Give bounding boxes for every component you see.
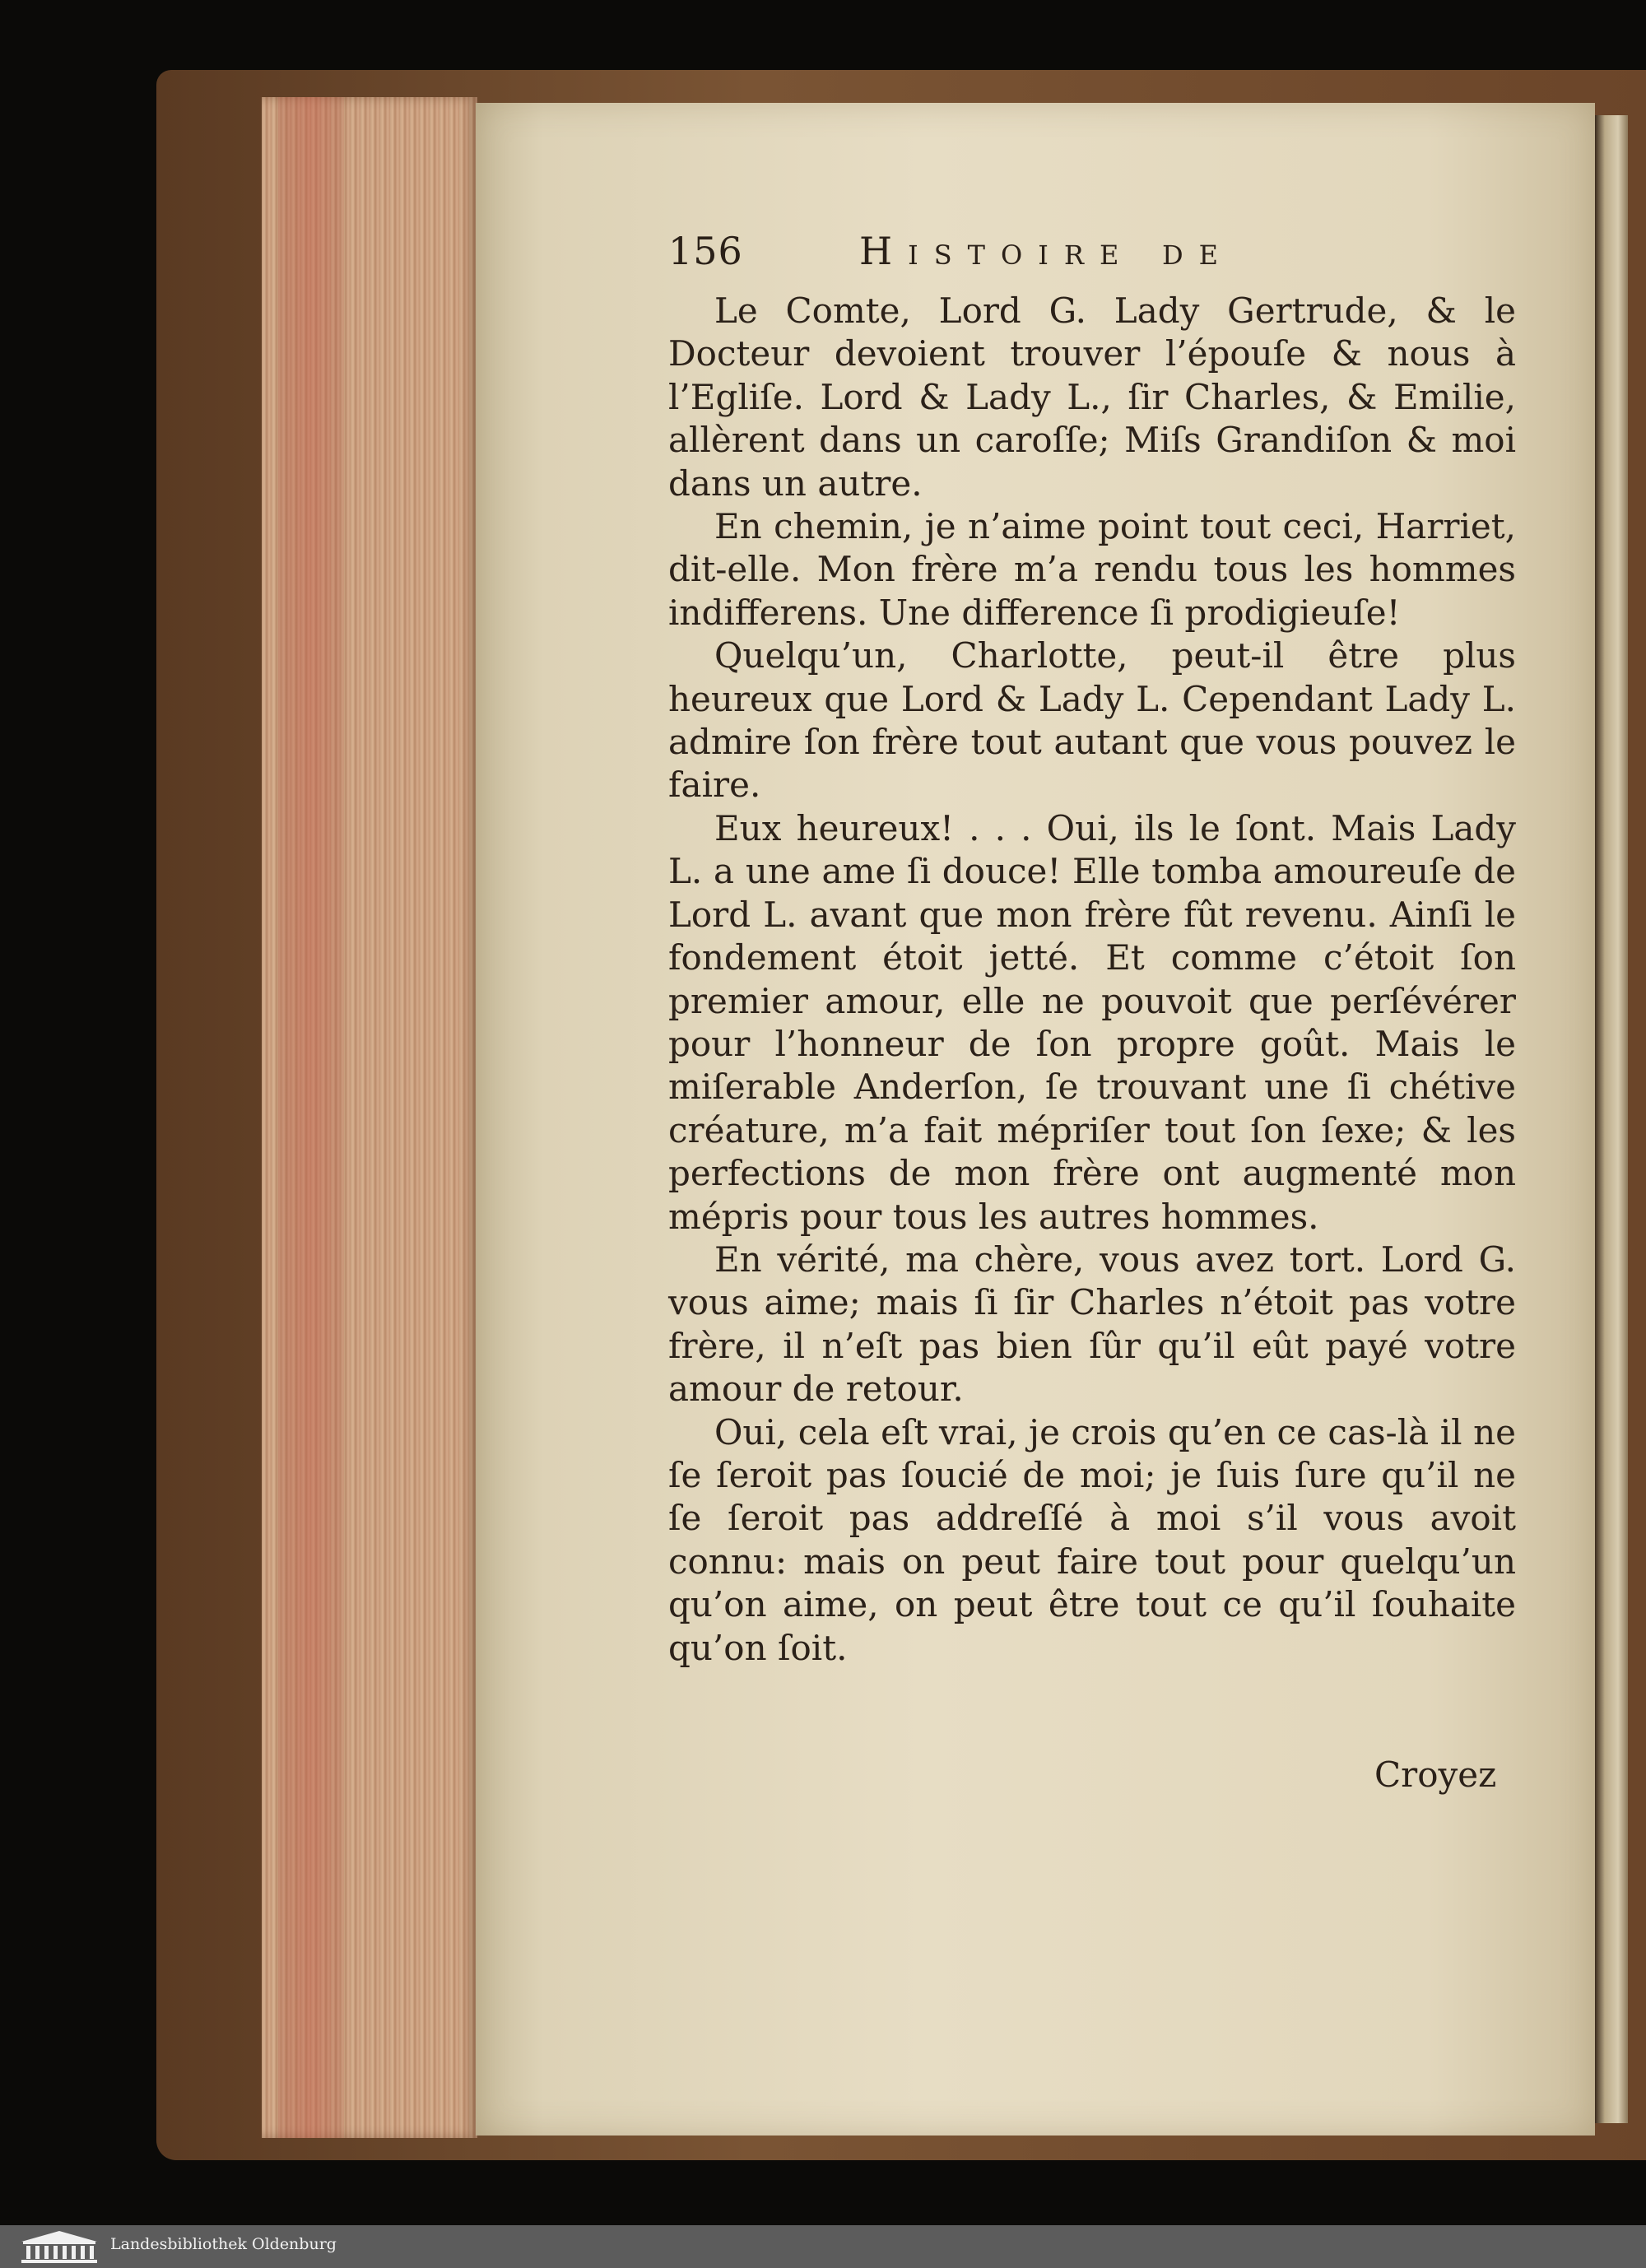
- fore-edge-tint: [278, 97, 344, 2138]
- paragraph: Quelqu’un, Charlotte, peut-il être plus heureux que Lord & Lady L. Cependant Lady L. admire ſon frère tout autant que vous pouvez le faire.: [668, 635, 1516, 806]
- paragraph: Eux heureux! . . . Oui, ils le ſont. Mais Lady L. a une ame ſi douce! Elle tomba amoureuſe de Lord L. avant que mon frère fût revenu. Ainſi le fondement étoit jetté. Et comme c’étoit ſon premier amour, elle ne pouvoit que perſévérer pour l’honneur de ſon propre goût. Mais le miſerable Anderſon, ſe trouvant une ſi chétive créature, m’a fait mépriſer tout ſon ſexe; & les perfections de mon frère ont augmenté mon mépris pour tous les autres hommes.: [668, 807, 1516, 1237]
- paragraph: En chemin, je n’aime point tout ceci, Harriet, dit-elle. Mon frère m’a rendu tous les hommes indifferens. Une difference ſi prodigieuſe!: [668, 506, 1516, 633]
- body-text: [668, 290, 1516, 1670]
- facing-page-edge: [1595, 115, 1628, 2123]
- paragraph: En vérité, ma chère, vous avez tort. Lord G. vous aime; mais ſi ſir Charles n’étoit pas votre frère, il n’eſt pas bien ſûr qu’il eût payé votre amour de retour.: [668, 1239, 1516, 1410]
- page-number: 156: [668, 229, 743, 273]
- paragraph: Oui, cela eſt vrai, je crois qu’en ce cas-là il ne ſe ſeroit pas ſoucié de moi; je ſuis ſure qu’il ne ſe ſeroit pas addreſſé à moi s’il vous avoit connu: mais on peut faire tout pour quelqu’un qu’on aime, on peut être tout ce qu’il ſouhaite qu’on ſoit.: [668, 1411, 1516, 1668]
- catchword: Croyez: [1374, 1754, 1497, 1795]
- page-block-fore-edge: [262, 97, 477, 2138]
- running-title: Histoire de: [859, 229, 1234, 273]
- library-building-icon: [15, 2228, 104, 2265]
- library-name: Landesbibliothek Oldenburg: [110, 2235, 337, 2253]
- paragraph: Le Comte, Lord G. Lady Gertrude, & le Docteur devoient trouver l’épouſe & nous à l’Egliſe. Lord & Lady L., ſir Charles, & Emilie, allèrent dans un caroſſe; Miſs Grandiſon & moi dans un autre.: [668, 290, 1516, 504]
- page-header: [668, 229, 1532, 286]
